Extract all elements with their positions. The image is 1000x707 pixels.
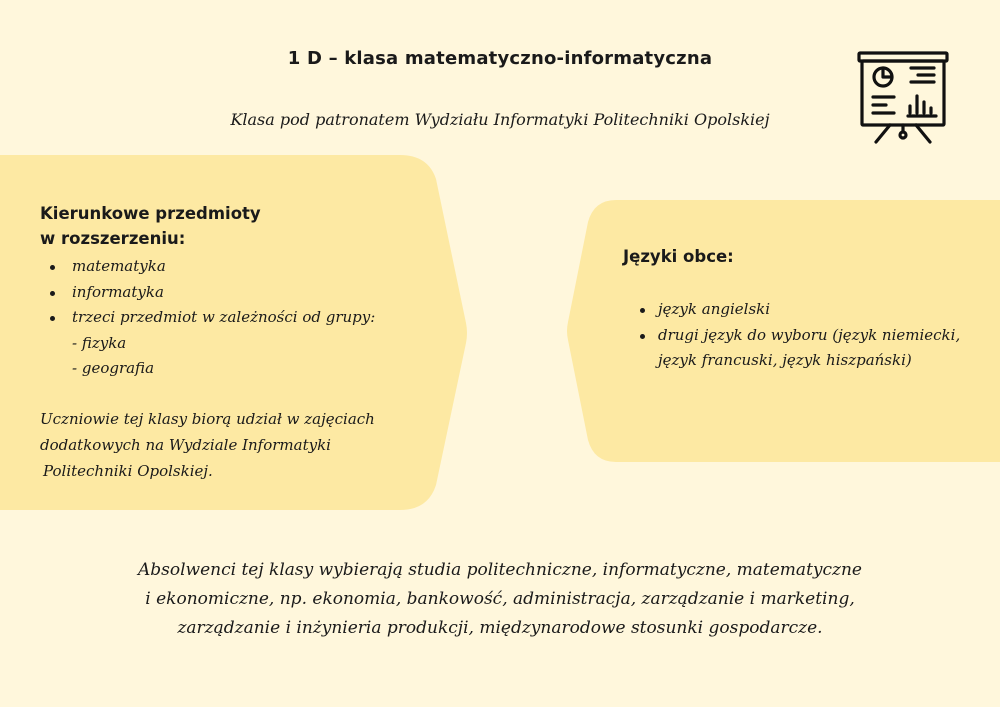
- footer-line: i ekonomiczne, np. ekonomia, bankowość, administracja, zarządzanie i marketing,: [145, 589, 855, 609]
- subjects-heading-line2: w rozszerzeniu:: [40, 229, 186, 248]
- page-subtitle: Klasa pod patronatem Wydziału Informatyki Politechniki Opolskiej: [230, 110, 770, 129]
- note-line: Politechniki Opolskiej.: [43, 462, 213, 480]
- languages-heading: Języki obce:: [623, 247, 734, 266]
- presentation-board-icon: [856, 50, 952, 146]
- note-line: Uczniowie tej klasy biorą udział w zajęciach: [40, 410, 375, 428]
- subjects-heading-line1: Kierunkowe przedmioty: [40, 204, 261, 223]
- subjects-heading: [40, 201, 261, 251]
- list-item: język angielski: [630, 297, 960, 323]
- footer-line: Absolwenci tej klasy wybierają studia politechniczne, informatyczne, matematyczne: [137, 560, 862, 580]
- graduates-paragraph: [0, 556, 1000, 643]
- list-item: drugi język do wyboru (język niemiecki,: [630, 323, 960, 349]
- list-item-continuation: język francuski, język hiszpański): [658, 351, 912, 369]
- languages-list: [630, 297, 960, 374]
- list-item: trzeci przedmiot w zależności od grupy:: [40, 305, 375, 331]
- note-line: dodatkowych na Wydziale Informatyki: [40, 436, 331, 454]
- page-title: 1 D – klasa matematyczno-informatyczna: [287, 48, 713, 69]
- extra-classes-note: [40, 406, 375, 484]
- sub-list-item: - fizyka: [72, 333, 127, 352]
- footer-line: zarządzanie i inżynieria produkcji, międzynarodowe stosunki gospodarcze.: [177, 618, 823, 638]
- list-item: informatyka: [40, 280, 375, 306]
- languages-panel: [566, 200, 1000, 462]
- subjects-panel: [0, 155, 468, 510]
- sub-list-item: - geografia: [72, 359, 155, 377]
- subjects-list: [40, 254, 375, 382]
- list-item: matematyka: [40, 254, 375, 280]
